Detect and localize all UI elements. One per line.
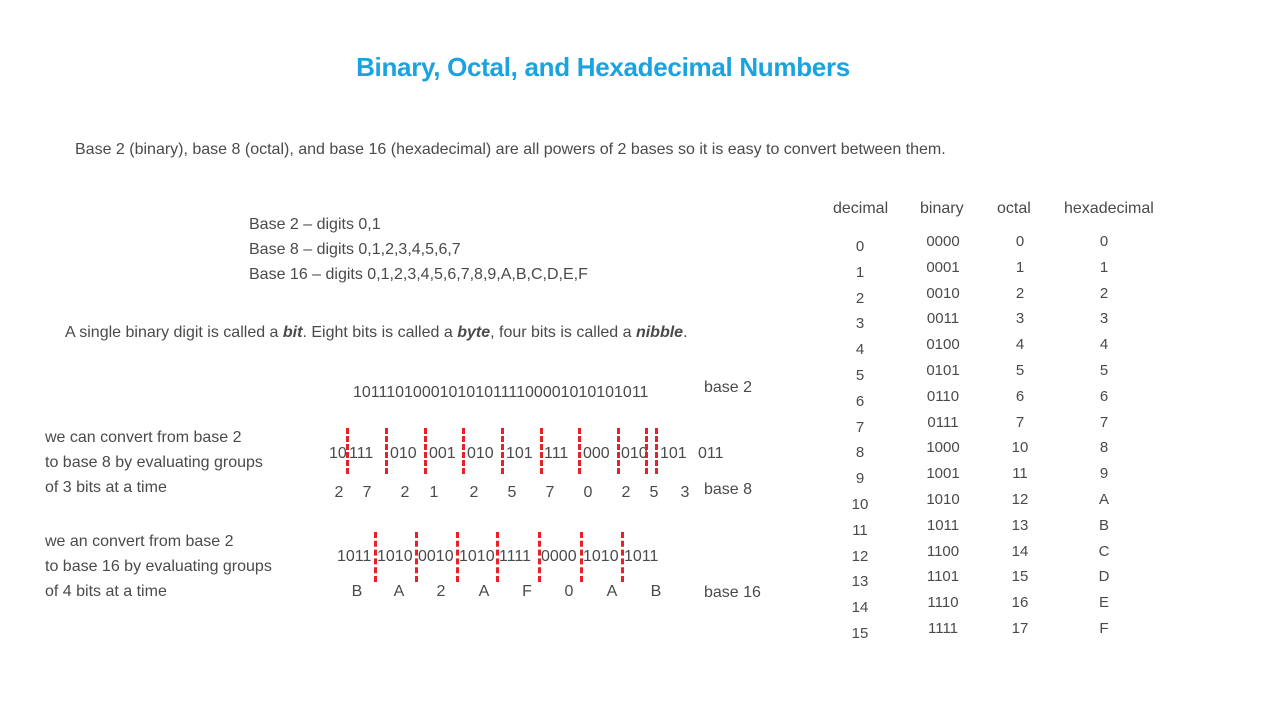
octal-group: 10 — [329, 445, 347, 462]
hexadecimal-cell: 2 — [1099, 284, 1109, 302]
bit-definition: A single binary digit is called a bit. Eight bits is called a byte, four bits is called a nibble. — [65, 324, 688, 341]
decimal-cell: 8 — [855, 444, 865, 462]
binary-cell: 0110 — [926, 387, 960, 405]
hexadecimal-cell: 9 — [1099, 465, 1109, 483]
hex-digit: 0 — [564, 583, 574, 600]
binary-cell: 0101 — [926, 361, 960, 379]
group-separator — [415, 532, 418, 582]
octal-group: 011 — [698, 445, 724, 462]
octal-digit: 5 — [649, 484, 659, 501]
binary-cell: 1011 — [926, 516, 960, 534]
binary-cell: 1110 — [927, 594, 959, 612]
octal-cell: 16 — [1011, 594, 1029, 612]
octal-cell: 14 — [1011, 542, 1029, 560]
binary-string: 1011101000101010111100001010101011 — [353, 384, 649, 401]
octal-cell: 10 — [1011, 439, 1029, 457]
binary-cell: 1100 — [926, 542, 960, 560]
decimal-cell: 11 — [852, 521, 868, 539]
octal-group: 101 — [660, 445, 687, 462]
octal-cell: 3 — [1015, 310, 1025, 328]
group-separator — [374, 532, 377, 582]
hexadecimal-cell: 7 — [1099, 413, 1109, 431]
group-separator — [385, 428, 388, 474]
octal-digit: 2 — [621, 484, 631, 501]
octal-digit: 1 — [429, 484, 439, 501]
group-separator — [456, 532, 459, 582]
decimal-cell: 0 — [855, 238, 865, 255]
hex-digit: 2 — [436, 583, 446, 600]
hex-digit: A — [478, 583, 490, 600]
octal-group: 111 — [349, 445, 374, 462]
octal-digit: 3 — [680, 484, 690, 501]
hex-group: 0000 — [541, 548, 577, 565]
octal-digit: 7 — [545, 484, 555, 501]
group-separator — [540, 428, 543, 474]
octal-cell: 11 — [1012, 465, 1028, 483]
octal-group: 010 — [621, 445, 648, 462]
octal-group: 010 — [467, 445, 494, 462]
octal-cell: 4 — [1015, 336, 1025, 354]
label-base16: base 16 — [704, 584, 761, 601]
term-bit: bit — [282, 324, 303, 341]
hex-group: 1011 — [337, 548, 372, 565]
decimal-cell: 12 — [851, 547, 869, 565]
octal-digit: 0 — [583, 484, 593, 501]
hexadecimal-cell: 8 — [1099, 439, 1109, 457]
group-separator — [655, 428, 658, 474]
decimal-cell: 2 — [855, 289, 865, 307]
octal-cell: 1 — [1015, 258, 1025, 276]
binary-cell: 1000 — [926, 439, 960, 457]
octal-digit: 2 — [469, 484, 479, 501]
hex-group: 0010 — [418, 548, 454, 565]
hex-group: 1010 — [459, 548, 495, 565]
group-separator — [578, 428, 581, 474]
octal-cell: 12 — [1011, 490, 1029, 508]
label-base8: base 8 — [704, 481, 753, 498]
group-separator — [496, 532, 499, 582]
hexadecimal-cell: 1 — [1099, 258, 1109, 276]
hexadecimal-cell: E — [1098, 594, 1109, 612]
column-decimal — [840, 234, 880, 647]
decimal-cell: 13 — [851, 573, 869, 591]
decimal-cell: 4 — [855, 341, 865, 359]
hexadecimal-cell: A — [1098, 490, 1109, 508]
hex-group: 1111 — [499, 548, 532, 565]
base-digits-list — [249, 212, 588, 287]
column-hexadecimal — [1084, 229, 1124, 642]
hexadecimal-cell: D — [1098, 568, 1110, 586]
base8-digits: Base 8 – digits 0,1,2,3,4,5,6,7 — [249, 241, 461, 258]
octal-group: 010 — [390, 445, 417, 462]
decimal-cell: 5 — [855, 366, 865, 384]
page-title: Binary, Octal, and Hexadecimal Numbers — [356, 52, 850, 82]
group-separator — [346, 428, 349, 474]
group-separator — [580, 532, 583, 582]
binary-cell: 1111 — [927, 619, 959, 637]
term-nibble: nibble — [635, 324, 684, 341]
decimal-cell: 14 — [851, 599, 869, 617]
decimal-cell: 3 — [855, 315, 865, 333]
hex-digit: A — [393, 583, 405, 600]
hexadecimal-cell: 5 — [1099, 361, 1109, 379]
binary-cell: 0000 — [926, 233, 960, 250]
decimal-cell: 7 — [855, 418, 865, 436]
octal-cell: 6 — [1015, 387, 1025, 405]
group-separator — [621, 532, 624, 582]
binary-cell: 0100 — [926, 336, 960, 354]
hex-digit: A — [606, 583, 618, 600]
octal-cell: 7 — [1015, 413, 1025, 431]
decimal-cell: 1 — [855, 263, 865, 281]
hexadecimal-cell: 4 — [1099, 336, 1109, 354]
group-separator — [617, 428, 620, 474]
base16-digits: Base 16 – digits 0,1,2,3,4,5,6,7,8,9,A,B,C,D,E,F — [249, 266, 588, 283]
octal-group: 101 — [506, 445, 533, 462]
octal-cell: 17 — [1011, 619, 1029, 637]
group-separator — [538, 532, 541, 582]
binary-cell: 0010 — [926, 284, 960, 302]
octal-cell: 15 — [1011, 568, 1029, 586]
group-separator — [501, 428, 504, 474]
hexadecimal-cell: 6 — [1099, 387, 1109, 405]
hex-digit: F — [522, 583, 532, 600]
hex-group: 1010 — [377, 548, 413, 565]
column-octal — [1000, 229, 1040, 642]
hexadecimal-cell: 0 — [1099, 233, 1109, 250]
octal-cell: 5 — [1015, 361, 1025, 379]
header-octal: octal — [997, 200, 1031, 217]
base2-digits: Base 2 – digits 0,1 — [249, 216, 381, 233]
intro-text: Base 2 (binary), base 8 (octal), and base 16 (hexadecimal) are all powers of 2 bases so it is easy to convert between them. — [75, 141, 946, 158]
octal-cell: 13 — [1011, 516, 1029, 534]
hex-group: 1010 — [583, 548, 619, 565]
octal-group: 000 — [583, 445, 610, 462]
octal-cell: 2 — [1015, 284, 1025, 302]
binary-cell: 0001 — [926, 258, 960, 276]
octal-note: we can convert from base 2 to base 8 by evaluating groups of 3 bits at a time — [45, 429, 263, 496]
header-decimal: decimal — [833, 200, 889, 217]
octal-digit: 5 — [507, 484, 517, 501]
group-separator — [424, 428, 427, 474]
octal-digit: 2 — [400, 484, 410, 501]
label-base2: base 2 — [704, 379, 753, 396]
binary-cell: 0111 — [927, 413, 959, 431]
header-hexadecimal: hexadecimal — [1064, 200, 1154, 217]
decimal-cell: 15 — [851, 624, 869, 642]
binary-cell: 1001 — [926, 465, 960, 483]
group-separator — [645, 428, 648, 474]
hex-group: 1011 — [624, 548, 659, 565]
decimal-cell: 10 — [851, 495, 869, 513]
hexadecimal-cell: C — [1098, 542, 1110, 560]
hex-digit: B — [650, 583, 662, 600]
hexadecimal-cell: F — [1099, 619, 1109, 637]
octal-group: 111 — [544, 445, 569, 462]
binary-cell: 1010 — [926, 490, 960, 508]
binary-cell: 1101 — [926, 568, 960, 586]
hexadecimal-cell: B — [1098, 516, 1109, 534]
binary-cell: 0011 — [926, 310, 960, 328]
group-separator — [462, 428, 465, 474]
hexadecimal-cell: 3 — [1099, 310, 1109, 328]
decimal-cell: 9 — [855, 470, 865, 488]
octal-cell: 0 — [1015, 233, 1025, 250]
octal-digit: 7 — [362, 484, 372, 501]
octal-digit: 2 — [334, 484, 344, 501]
column-binary — [918, 229, 968, 642]
hex-digit: B — [351, 583, 363, 600]
hex-note: we an convert from base 2 to base 16 by evaluating groups of 4 bits at a time — [45, 533, 272, 600]
decimal-cell: 6 — [855, 392, 865, 410]
header-binary: binary — [920, 200, 964, 217]
term-byte: byte — [457, 324, 491, 341]
octal-group: 001 — [429, 445, 456, 462]
